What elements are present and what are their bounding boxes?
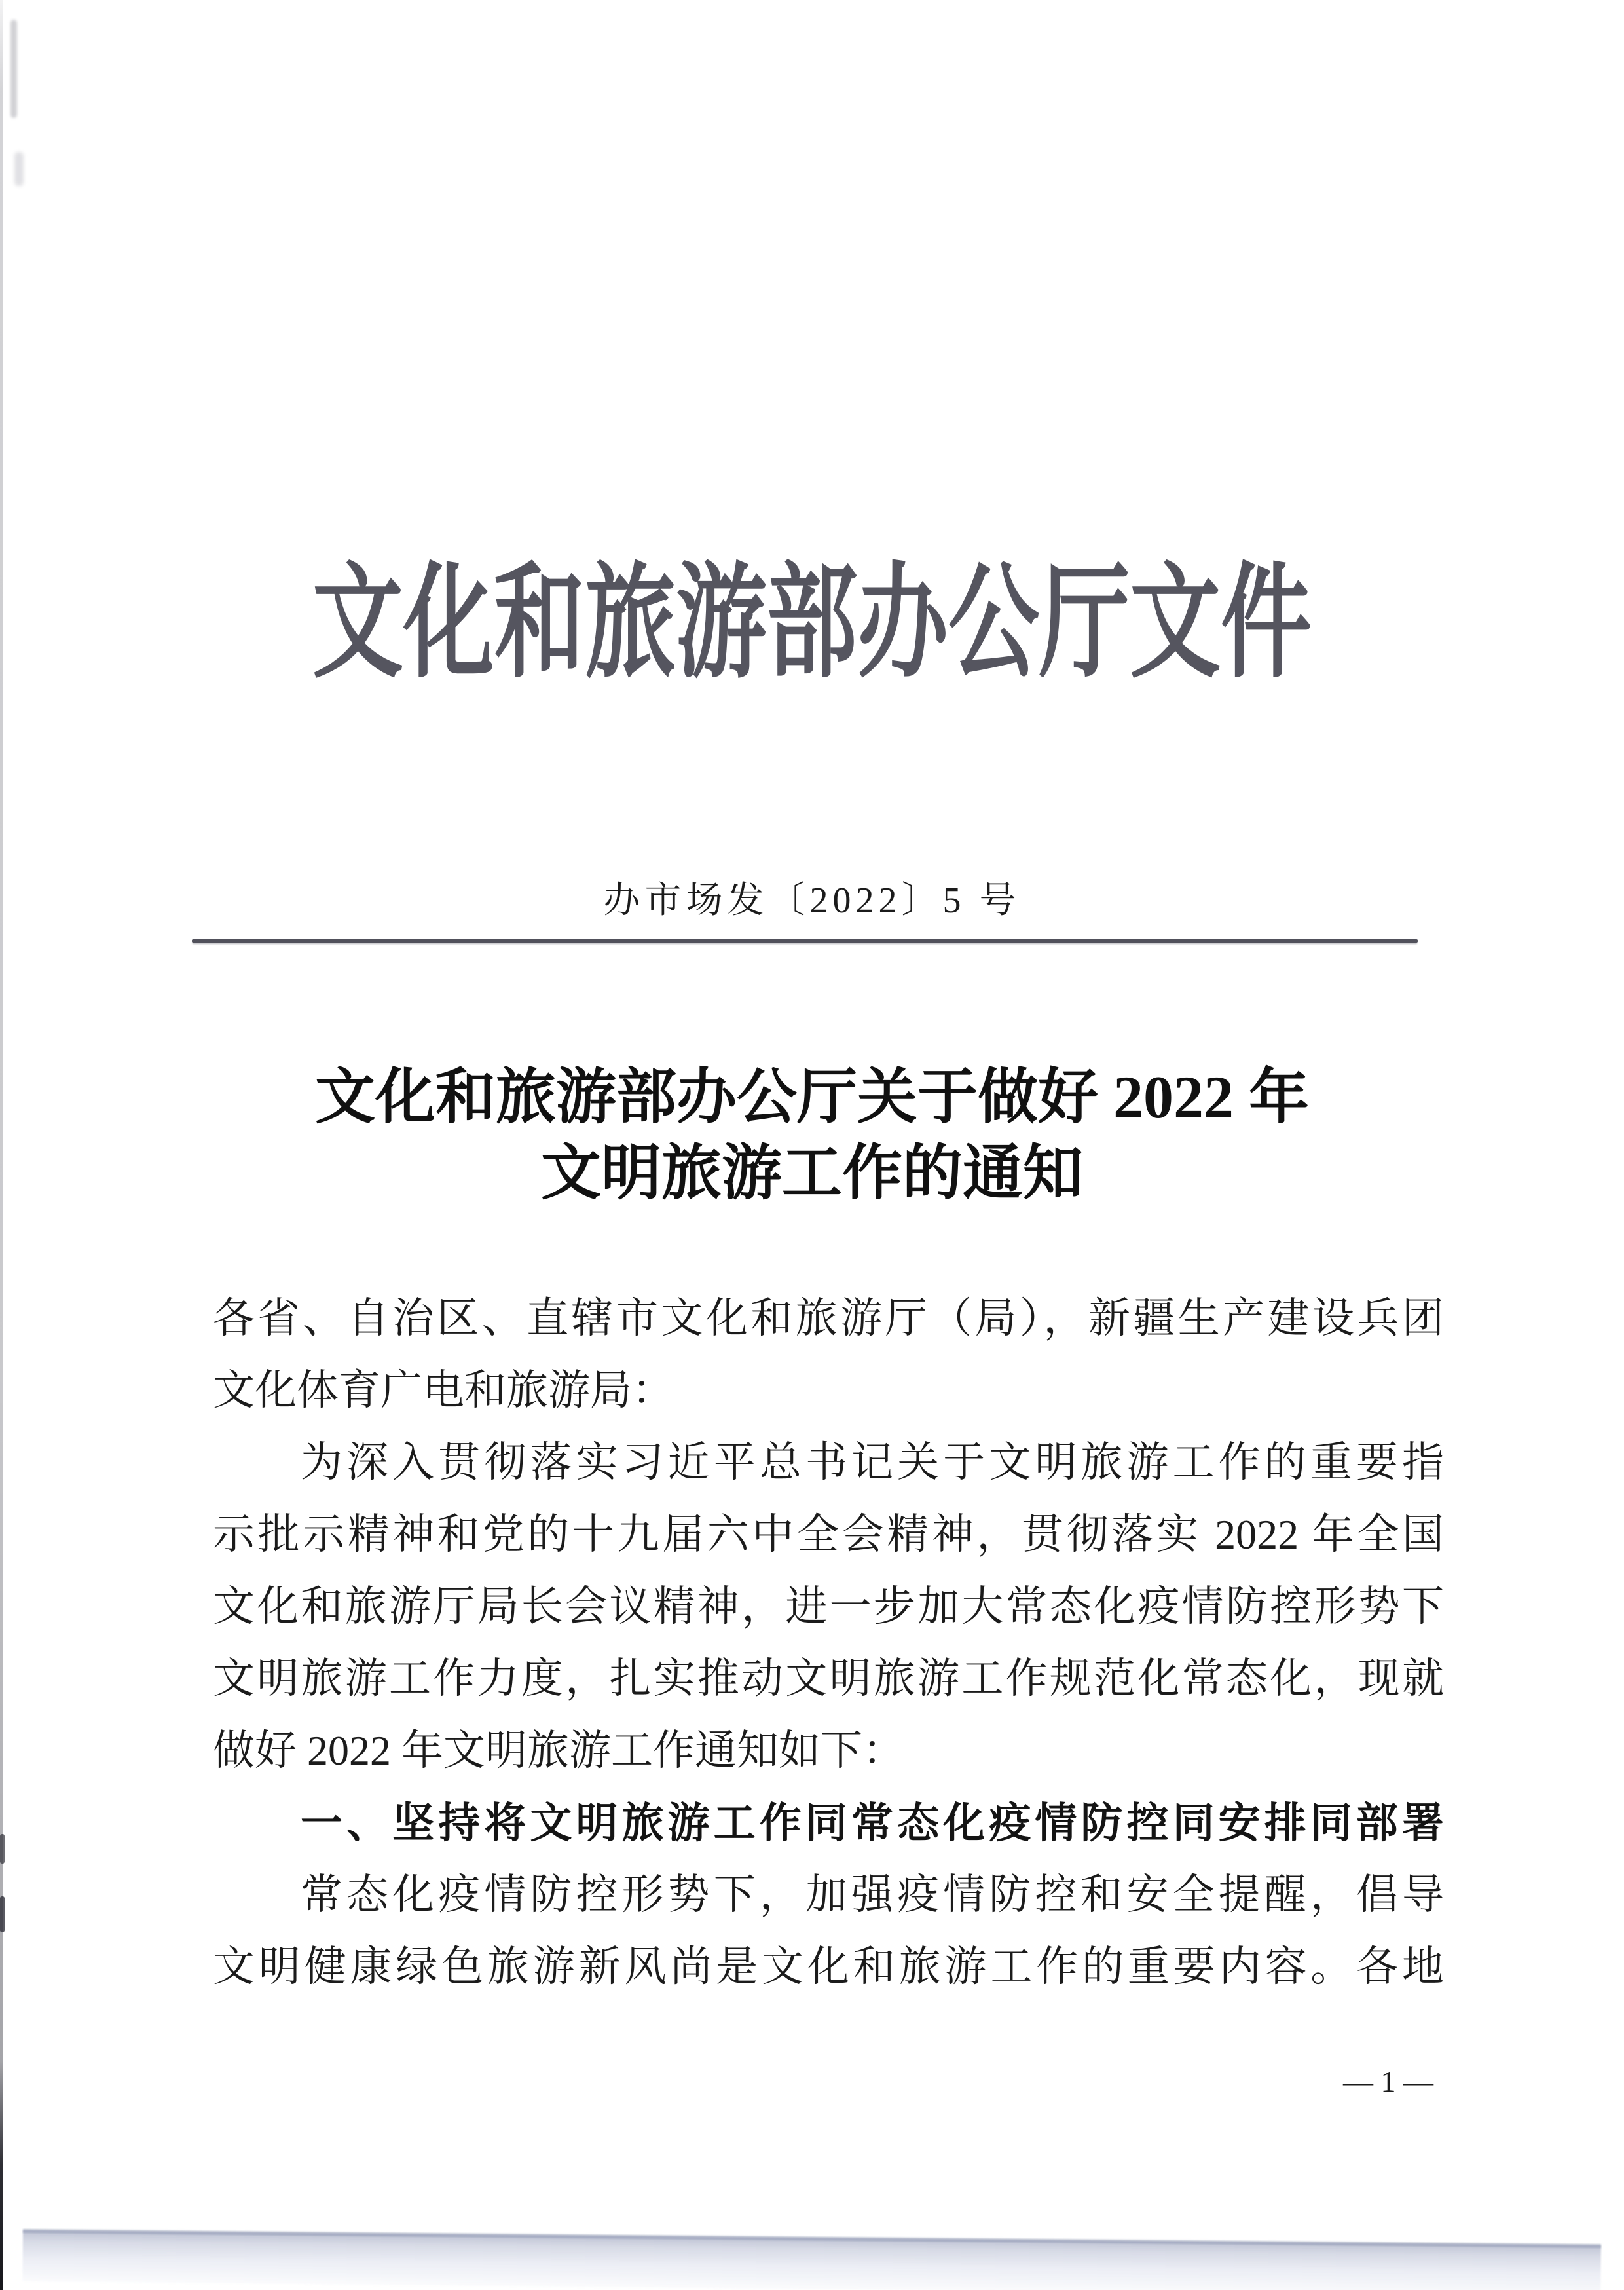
letterhead-title: 文化和旅游部办公厅文件 — [312, 555, 1312, 693]
document-number: 办市场发〔2022〕5 号 — [603, 880, 1021, 921]
scan-corner-smudge — [10, 20, 17, 118]
scan-edge-blob — [0, 1896, 5, 1932]
document-title-line2: 文明旅游工作的通知 — [540, 1140, 1083, 1207]
scan-edge-blob — [0, 1834, 5, 1864]
body-line: 做好 2022 年文明旅游工作通知如下： — [213, 1727, 904, 1774]
body-line: 文化体育广电和旅游局： — [213, 1367, 674, 1414]
body-line: 为深入贯彻落实习近平总书记关于文明旅游工作的重要指 — [301, 1439, 1444, 1486]
body-line: 文化和旅游厅局长会议精神，进一步加大常态化疫情防控形势下 — [213, 1583, 1444, 1630]
body-line: 示批示精神和党的十九届六中全会精神，贯彻落实 2022 年全国 — [213, 1511, 1444, 1558]
document-title — [0, 1059, 1624, 1211]
body-section-heading: 一、坚持将文明旅游工作同常态化疫情防控同安排同部署 — [301, 1799, 1444, 1847]
scan-corner-smudge — [14, 152, 24, 186]
letterhead-rule — [192, 939, 1418, 943]
document-body — [213, 1283, 1444, 2003]
document-title-line1: 文化和旅游部办公厅关于做好 2022 年 — [314, 1064, 1309, 1131]
body-line: 文明健康绿色旅游新风尚是文化和旅游工作的重要内容。各地 — [213, 1943, 1444, 1990]
body-line: 文明旅游工作力度，扎实推动文明旅游工作规范化常态化，现就 — [213, 1655, 1444, 1702]
page-number: — 1 — — [1343, 2065, 1433, 2098]
body-line: 常态化疫情防控形势下，加强疫情防控和安全提醒，倡导 — [301, 1871, 1444, 1918]
body-line: 各省、自治区、直辖市文化和旅游厅（局），新疆生产建设兵团 — [213, 1295, 1444, 1342]
scan-bottom-shadow-band — [22, 2230, 1601, 2290]
